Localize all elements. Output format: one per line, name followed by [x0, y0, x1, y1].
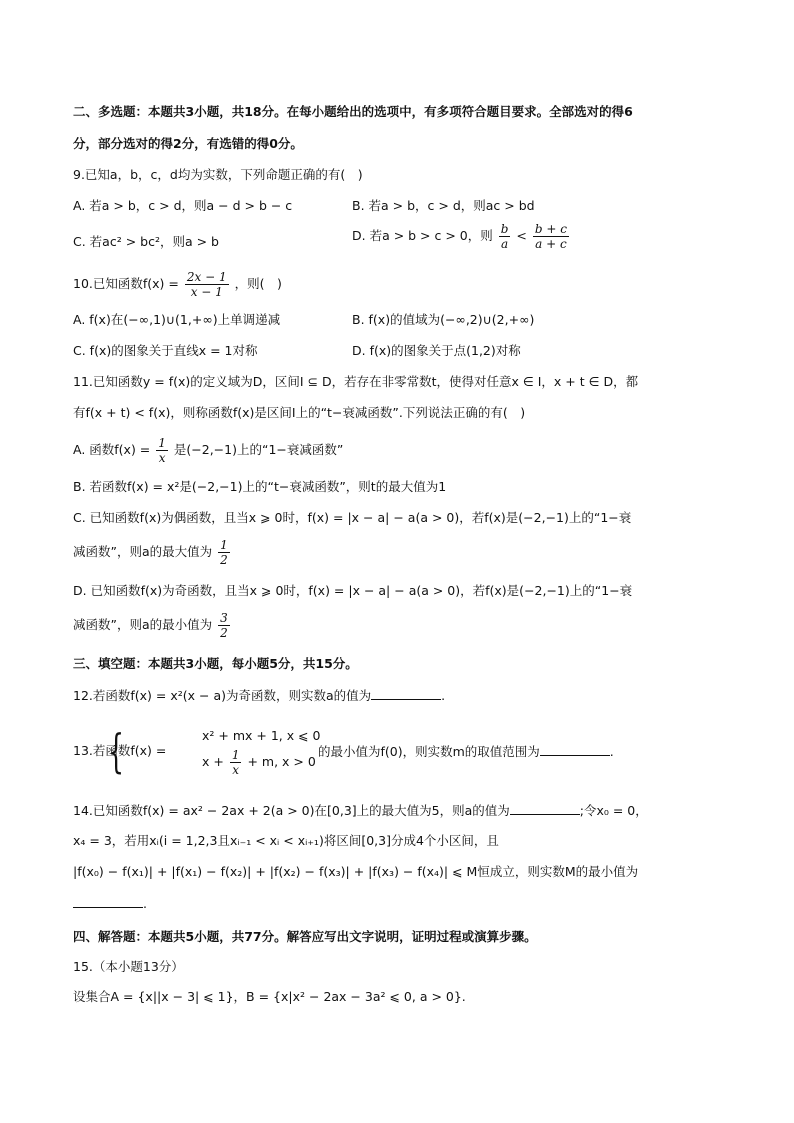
q10-option-d: D. f(x)的图象关于点(1,2)对称 [352, 343, 521, 358]
q13-case-1: x² + mx + 1, x ⩽ 0 [202, 728, 321, 743]
q14-line-1-pre: 14.已知函数f(x) = ax² − 2ax + 2(a > 0)在[0,3]上的最大值为5，则a的值为 [73, 803, 510, 818]
q12-pre: 12.若函数f(x) = x²(x − a)为奇函数，则实数a的值为 [73, 688, 372, 703]
q11-d-den: 2 [220, 626, 228, 640]
q12-post: . [441, 688, 446, 703]
q10-option-c: C. f(x)的图象关于直线x = 1对称 [73, 343, 258, 358]
q13-case-2-den: x [232, 763, 240, 777]
q13-pre: 13.若函数f(x) = [73, 743, 167, 758]
q11-a-fraction [156, 436, 168, 465]
q14-line-4 [73, 893, 147, 914]
q11-a-num: 1 [158, 436, 166, 450]
q9-stem: 9.已知a，b，c，d均为实数，下列命题正确的有( ) [73, 167, 363, 182]
q10-option-b: B. f(x)的值域为(−∞,2)∪(2,+∞) [352, 312, 535, 327]
q11-a-post: 是(−2,−1)上的“1−衰减函数” [173, 442, 344, 457]
q14-answer-blank-2[interactable] [73, 893, 143, 908]
q11-c-den: 2 [220, 553, 228, 567]
q13-case-2-pre: x + [202, 754, 224, 769]
q11-c-num: 1 [220, 538, 228, 552]
q11-option-c-line-2 [73, 538, 232, 567]
q9-d-fraction-2 [533, 222, 569, 251]
q11-c-pre: 减函数”，则a的最大值为 [73, 544, 213, 559]
section-2-desc-1: 本题共3小题，共18分。在每小题给出的选项中，有多项符合题目要求。全部选对的得6 [148, 104, 633, 119]
q14-line-4-post: . [143, 896, 147, 911]
q10-fraction [185, 270, 229, 299]
q13-post-text: 的最小值为f(0)，则实数m的取值范围为 [318, 744, 540, 759]
q9-option-d [352, 222, 571, 251]
q13-case-2-num: 1 [231, 748, 240, 762]
q13-case-2-fraction [230, 748, 242, 777]
q11-line-1: 11.已知函数y = f(x)的定义域为D，区间I ⊆ D，若存在非零常数t，使得对任意x ∈ I，x + t ∈ D，都 [73, 374, 639, 389]
q15-title: 15.（本小题13分） [73, 959, 184, 974]
q11-a-pre: A. 函数f(x) = [73, 442, 151, 457]
q13-case-2 [202, 748, 316, 777]
q9-d-lt: < [516, 228, 527, 243]
q11-c-fraction [218, 538, 230, 567]
q9-d-text: D. 若a > b > c > 0，则 [352, 228, 493, 243]
q14-line-2: x₄ = 3，若用xᵢ(i = 1,2,3且xᵢ₋₁ < xᵢ < xᵢ₊₁)将区间[0,3]分成4个小区间，且 [73, 833, 499, 848]
q9-option-a: A. 若a > b，c > d，则a − d > b − c [73, 198, 293, 213]
q9-option-b: B. 若a > b，c > d，则ac > bd [352, 198, 535, 213]
q10-stem [73, 270, 282, 299]
q10-pre: 10.已知函数f(x) = [73, 276, 179, 291]
q13-brace: { [108, 724, 125, 778]
q14-line-3: |f(x₀) − f(x₁)| + |f(x₁) − f(x₂)| + |f(x₂) − f(x₃)| + |f(x₃) − f(x₄)| ⩽ M恒成立，则实数M的最小值为 [73, 864, 639, 879]
q10-num: 2x − 1 [186, 270, 227, 284]
q11-d-pre: 减函数”，则a的最小值为 [73, 617, 213, 632]
q13-end: . [609, 744, 614, 759]
q10-den: x − 1 [190, 285, 223, 299]
q9-d-f2-num: b + c [534, 222, 567, 236]
q10-post: ，则( ) [234, 276, 282, 291]
q11-d-fraction [218, 611, 230, 640]
q12-stem [73, 685, 445, 706]
q9-d-f2-den: a + c [535, 237, 567, 251]
q13-post [318, 741, 614, 762]
q11-line-2: 有f(x + t) < f(x)，则称函数f(x)是区间I上的“t−衰减函数”.下列说法正确的有( ) [73, 405, 526, 420]
q9-option-c: C. 若ac² > bc²，则a > b [73, 234, 219, 249]
q11-option-a [73, 436, 343, 465]
section-2-heading [73, 102, 633, 122]
section-2-title: 二、多选题： [73, 104, 149, 119]
q11-d-num: 3 [220, 611, 228, 625]
q9-d-f1-den: a [501, 237, 509, 251]
q13-answer-blank[interactable] [540, 741, 610, 756]
q14-line-1 [73, 800, 648, 821]
q11-a-den: x [158, 451, 166, 465]
q9-d-fraction-1 [499, 222, 511, 251]
section-4-heading: 四、解答题：本题共5小题，共77分。解答应写出文字说明，证明过程或演算步骤。 [73, 929, 537, 944]
q15-body: 设集合A = {x||x − 3| ⩽ 1}，B = {x|x² − 2ax − 3a² ⩽ 0, a > 0}. [73, 989, 466, 1004]
q11-option-d-line-1: D. 已知函数f(x)为奇函数，且当x ⩾ 0时，f(x) = |x − a| − a(a > 0)，若f(x)是(−2,−1)上的“1−衰 [73, 583, 633, 598]
q14-line-1-post: ;令x₀ = 0， [579, 803, 648, 818]
q12-answer-blank[interactable] [371, 685, 441, 700]
q13-case-2-post: + m, x > 0 [247, 754, 316, 769]
q14-answer-blank-1[interactable] [510, 800, 580, 815]
q11-option-b: B. 若函数f(x) = x²是(−2,−1)上的“t−衰减函数”，则t的最大值为1 [73, 479, 447, 494]
q9-d-f1-num: b [500, 222, 509, 236]
q11-option-c-line-1: C. 已知函数f(x)为偶函数，且当x ⩾ 0时，f(x) = |x − a| − a(a > 0)，若f(x)是(−2,−1)上的“1−衰 [73, 510, 632, 525]
q10-option-a: A. f(x)在(−∞,1)∪(1,+∞)上单调递减 [73, 312, 281, 327]
section-3-heading: 三、填空题：本题共3小题，每小题5分，共15分。 [73, 656, 358, 671]
section-2-desc-2: 分，部分选对的得2分，有选错的得0分。 [73, 136, 303, 151]
q11-option-d-line-2 [73, 611, 232, 640]
